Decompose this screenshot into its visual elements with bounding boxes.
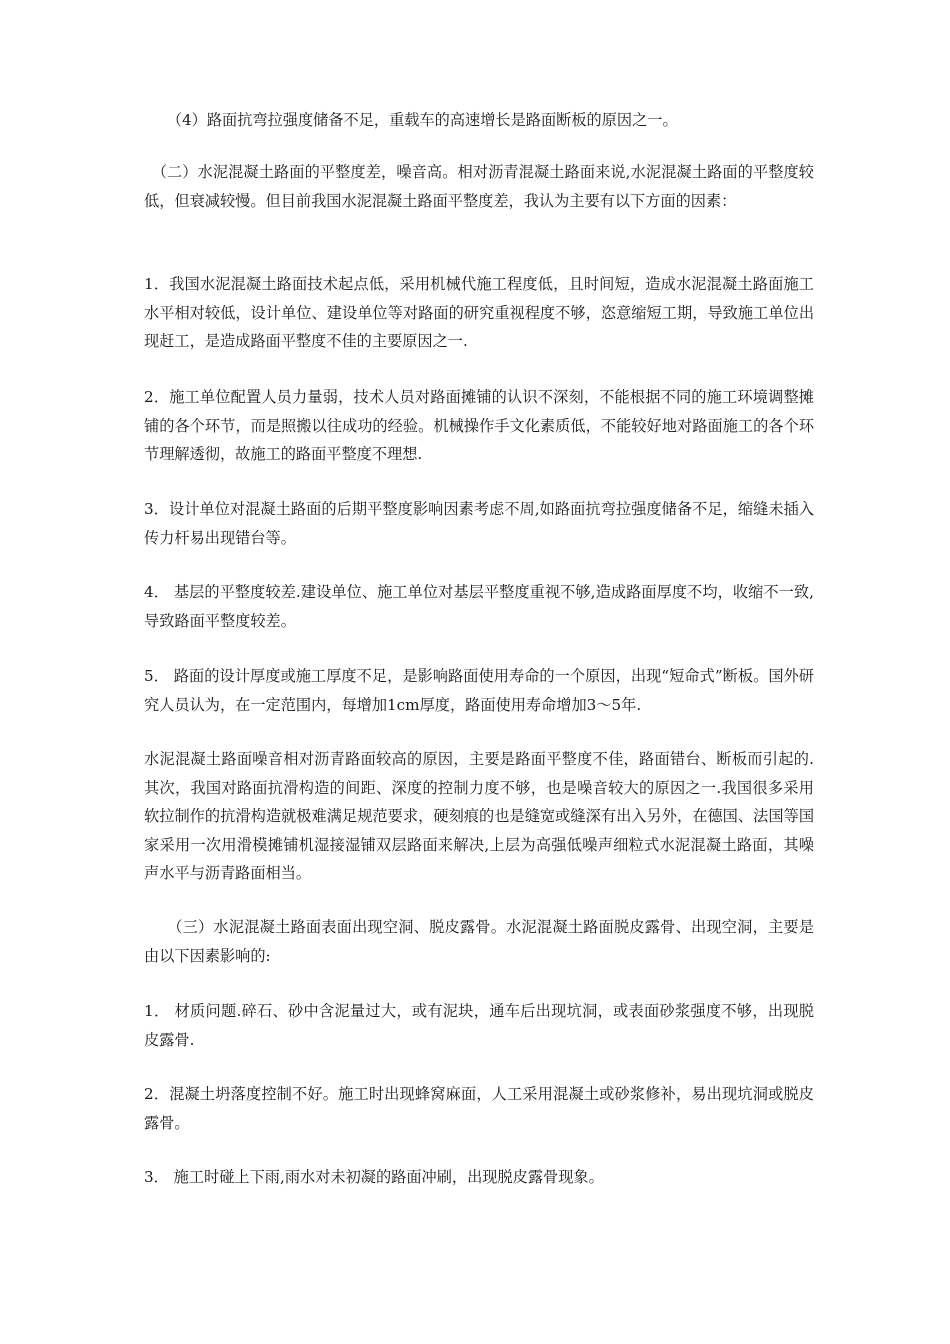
paragraph-item-4: 4． 基层的平整度较差.建设单位、施工单位对基层平整度重视不够,造成路面厚度不均，收缩不一致,导致路面平整度较差。 xyxy=(144,583,814,630)
paragraph-section-3-surface: （三）水泥混凝土路面表面出现空洞、脱皮露骨。水泥混凝土路面脱皮露骨、出现空洞，主要是由以下因素影响的: xyxy=(144,918,814,965)
paragraph-item-2: 2．施工单位配置人员力量弱，技术人员对路面摊铺的认识不深刻，不能根据不同的施工环境调整摊铺的各个环节，而是照搬以往成功的经验。机械操作手文化素质低，不能较好地对路面施工的各个环节理解透彻，故施工的路面平整度不理想. xyxy=(144,388,814,463)
paragraph-item-5: 5． 路面的设计厚度或施工厚度不足，是影响路面使用寿命的一个原因，出现“短命式”断板。国外研究人员认为，在一定范围内，每增加1cm厚度，路面使用寿命增加3～5年. xyxy=(144,667,814,714)
paragraph-section-2-flatness: （二）水泥混凝土路面的平整度差，噪音高。相对沥青混凝土路面来说,水泥混凝土路面的平整度较低，但衰减较慢。但目前我国水泥混凝土路面平整度差，我认为主要有以下方面的因素： xyxy=(144,163,814,210)
paragraph-noise-causes: 水泥混凝土路面噪音相对沥青路面较高的原因，主要是路面平整度不佳，路面错台、断板而引起的.其次，我国对路面抗滑构造的间距、深度的控制力度不够，也是噪音较大的原因之一.我国很多采用软拉制作的抗滑构造就极难满足规范要求，硬刻痕的也是缝宽或缝深有出入另外，在德国、法国等国家采用一次用滑模摊铺机湿接湿铺双层路面来解决,上层为高强低噪声细粒式水泥混凝土路面，其噪声水平与沥青路面相当。 xyxy=(144,750,814,882)
paragraph-surface-item-3: 3． 施工时碰上下雨,雨水对未初凝的路面冲刷，出现脱皮露骨现象。 xyxy=(144,1168,604,1186)
paragraph-item-3: 3．设计单位对混凝土路面的后期平整度影响因素考虑不周,如路面抗弯拉强度储备不足，缩缝未插入传力杆易出现错台等。 xyxy=(144,500,814,547)
paragraph-surface-item-2: 2．混凝土坍落度控制不好。施工时出现蜂窝麻面，人工采用混凝土或砂浆修补，易出现坑洞或脱皮露骨。 xyxy=(144,1085,814,1132)
paragraph-road-flexural-strength: （4）路面抗弯拉强度储备不足，重载车的高速增长是路面断板的原因之一。 xyxy=(144,111,678,129)
paragraph-item-1: 1．我国水泥混凝土路面技术起点低，采用机械代施工程度低，且时间短，造成水泥混凝土路面施工水平相对较低，设计单位、建设单位等对路面的研究重视程度不够，恣意缩短工期，导致施工单位出现赶工，是造成路面平整度不佳的主要原因之一. xyxy=(144,275,814,350)
paragraph-surface-item-1: 1． 材质问题.碎石、砂中含泥量过大，或有泥块，通车后出现坑洞，或表面砂浆强度不够，出现脱皮露骨. xyxy=(144,1002,814,1049)
